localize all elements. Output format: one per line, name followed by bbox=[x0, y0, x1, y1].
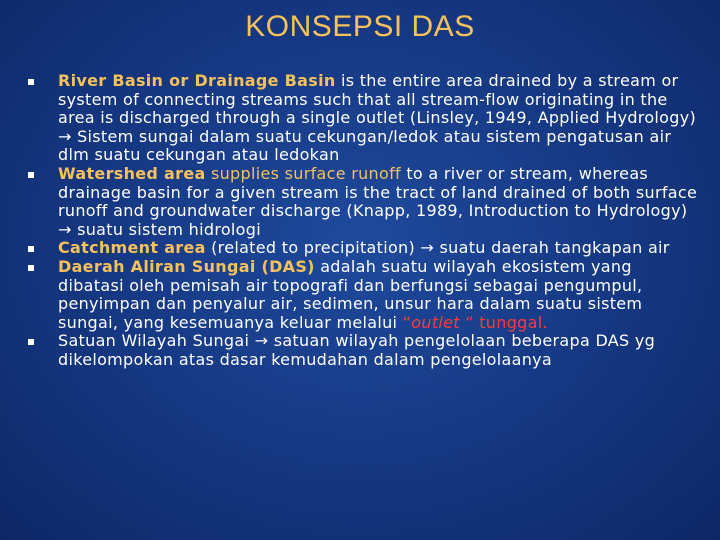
definition-river-basin: is the entire area drained by a stream or system of connecting streams such that all stream-flow originating in the area is discharged through a single outlet (Linsley, 1949, Applied Hydrology) → Sistem sungai dalam suatu cekungan/ledok atau sistem pengatusan air dlm suatu cekungan atau ledokan bbox=[58, 71, 697, 165]
definition-watershed: to a river or stream, whereas drainage basin for a given stream is the tract of land drained of both surface runoff and groundwater discharge (Knapp, 1989, Introduction to Hydrology) → suatu sistem hidrologi bbox=[58, 163, 698, 239]
square-bullet-icon bbox=[28, 265, 34, 271]
highlight-watershed: supplies surface runoff bbox=[205, 163, 401, 183]
square-bullet-icon bbox=[28, 79, 34, 85]
quote-open: “ bbox=[402, 312, 412, 332]
list-item-satuan-wilayah bbox=[28, 332, 698, 369]
slide-title: KONSEPSI DAS bbox=[245, 10, 475, 43]
square-bullet-icon bbox=[28, 172, 34, 178]
list-item-catchment bbox=[28, 239, 698, 258]
square-bullet-icon bbox=[28, 246, 34, 252]
list-item-das bbox=[28, 258, 698, 332]
definition-catchment: (related to precipitation) → suatu daerah tangkapan air bbox=[205, 238, 670, 258]
square-bullet-icon bbox=[28, 339, 34, 345]
term-watershed: Watershed area bbox=[58, 163, 206, 183]
term-das: Daerah Aliran Sungai (DAS) bbox=[58, 256, 315, 276]
term-catchment: Catchment area bbox=[58, 238, 206, 258]
definition-satuan-wilayah: Satuan Wilayah Sungai → satuan wilayah pengelolaan beberapa DAS yg dikelompokan atas dasar kemudahan dalam pengelolaanya bbox=[58, 331, 656, 369]
term-river-basin: River Basin or Drainage Basin bbox=[58, 71, 336, 90]
list-item-river-basin bbox=[28, 72, 698, 165]
list-item-watershed bbox=[28, 165, 698, 239]
bullet-list bbox=[28, 72, 698, 370]
definition-das: adalah suatu wilayah ekosistem yang dibatasi oleh pemisah air topografi dan berfungsi sebagai pengumpul, penyimpan dan penyalur air, sedimen, unsur hara dalam suatu sistem sungai, yang kesemuanya keluar melalui bbox=[58, 256, 643, 332]
quote-close: “ tunggal. bbox=[459, 312, 548, 332]
outlet-word: outlet bbox=[411, 312, 460, 332]
